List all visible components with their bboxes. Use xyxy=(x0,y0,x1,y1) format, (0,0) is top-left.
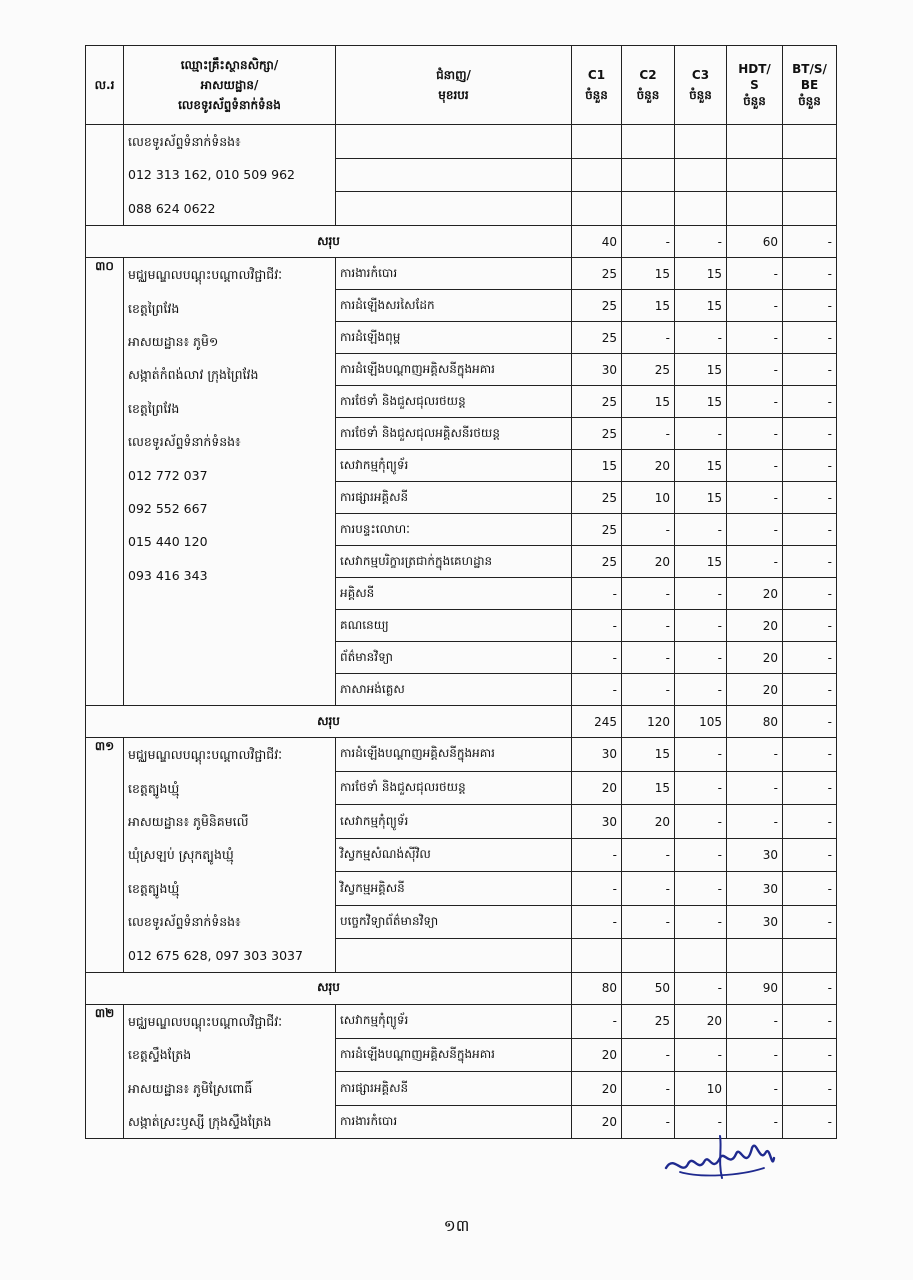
center-info-line: ឃុំស្រឡប់ ស្រុកត្បូងឃ្មុំ xyxy=(128,847,234,863)
value-cell: - xyxy=(675,322,727,354)
value-cell xyxy=(727,939,783,973)
value-cell: 90 xyxy=(727,972,783,1004)
value-cell: 105 xyxy=(675,706,727,738)
value-cell: - xyxy=(622,642,675,674)
value-cell xyxy=(572,939,622,973)
value-cell xyxy=(783,939,837,973)
value-cell xyxy=(727,192,783,226)
center-info-line: មជ្ឈមណ្ឌលបណ្តុះបណ្តាលវិជ្ជាជីវៈ xyxy=(128,747,283,763)
total-row xyxy=(86,972,837,1004)
skill-cell: ការដំឡើងសរសៃដែក xyxy=(336,290,572,322)
value-cell: 20 xyxy=(622,546,675,578)
value-cell: 25 xyxy=(622,1004,675,1038)
value-cell: 80 xyxy=(572,972,622,1004)
value-cell: 20 xyxy=(622,805,675,839)
value-cell: - xyxy=(783,1072,837,1106)
center-info-line: 088 624 0622 xyxy=(128,200,216,216)
value-cell: - xyxy=(572,905,622,939)
value-cell: - xyxy=(622,514,675,546)
value-cell xyxy=(675,939,727,973)
value-cell: 25 xyxy=(572,482,622,514)
value-cell: - xyxy=(783,738,837,772)
header-c1: C1 ចំនួន xyxy=(572,46,622,125)
value-cell: - xyxy=(783,354,837,386)
center-info-cell xyxy=(124,125,336,226)
page-number: ១៣ xyxy=(443,1216,470,1235)
header-hdt: HDT/ S ចំនួន xyxy=(727,46,783,125)
row-number-cell: ៣១ xyxy=(86,738,124,973)
center-info-line: មជ្ឈមណ្ឌលបណ្តុះបណ្តាលវិជ្ជាជីវៈ xyxy=(128,1013,283,1029)
value-cell: 50 xyxy=(622,972,675,1004)
value-cell: - xyxy=(783,546,837,578)
value-cell: - xyxy=(622,872,675,906)
value-cell: - xyxy=(622,322,675,354)
value-cell: - xyxy=(675,578,727,610)
skill-cell xyxy=(336,158,572,192)
value-cell: - xyxy=(783,972,837,1004)
value-cell: - xyxy=(727,290,783,322)
value-cell: - xyxy=(622,1072,675,1106)
value-cell: 20 xyxy=(572,1072,622,1106)
value-cell: - xyxy=(727,354,783,386)
value-cell: 20 xyxy=(572,771,622,805)
value-cell: 20 xyxy=(572,1038,622,1072)
value-cell: - xyxy=(675,738,727,772)
skill-cell: ការថែទាំ និងជួសជុលរថយន្ត xyxy=(336,771,572,805)
value-cell: 25 xyxy=(572,290,622,322)
skill-cell: សេវាកម្មបរិក្ខារត្រជាក់ក្នុងគេហដ្ឋាន xyxy=(336,546,572,578)
value-cell: - xyxy=(622,838,675,872)
value-cell: 15 xyxy=(675,482,727,514)
value-cell: - xyxy=(675,771,727,805)
value-cell: - xyxy=(675,838,727,872)
value-cell: 40 xyxy=(572,226,622,258)
value-cell: - xyxy=(783,872,837,906)
value-cell: - xyxy=(727,450,783,482)
center-info-cell xyxy=(124,738,336,973)
value-cell: - xyxy=(675,872,727,906)
value-cell: - xyxy=(783,482,837,514)
value-cell xyxy=(572,125,622,159)
value-cell: 30 xyxy=(572,354,622,386)
center-info-line: 093 416 343 xyxy=(128,567,208,583)
value-cell: 15 xyxy=(675,386,727,418)
center-info-line: សង្កាត់កំពង់លាវ ក្រុងព្រៃវែង xyxy=(128,367,259,383)
value-cell: - xyxy=(727,418,783,450)
center-info-line: អាសយដ្ឋាន៖ ភូមិស្រែពោធិ៍ xyxy=(128,1080,253,1096)
value-cell: - xyxy=(727,1105,783,1139)
value-cell: - xyxy=(783,642,837,674)
value-cell: 15 xyxy=(572,450,622,482)
skill-cell: ការផ្សារអគ្គិសនី xyxy=(336,1072,572,1106)
value-cell: 30 xyxy=(727,905,783,939)
value-cell xyxy=(675,192,727,226)
value-cell: - xyxy=(572,578,622,610)
value-cell: - xyxy=(783,674,837,706)
value-cell: - xyxy=(727,805,783,839)
center-info-line: 015 440 120 xyxy=(128,534,208,550)
value-cell: 245 xyxy=(572,706,622,738)
row-number-cell: ៣២ xyxy=(86,1004,124,1139)
table-body xyxy=(86,125,837,1139)
value-cell xyxy=(622,939,675,973)
value-cell: 25 xyxy=(572,258,622,290)
value-cell: - xyxy=(675,514,727,546)
header-no: ល.រ xyxy=(86,46,124,125)
value-cell: - xyxy=(783,838,837,872)
skill-cell: ការថែទាំ និងជួសជុលអគ្គិសនីរថយន្ត xyxy=(336,418,572,450)
value-cell: 60 xyxy=(727,226,783,258)
value-cell: - xyxy=(727,258,783,290)
value-cell: - xyxy=(783,706,837,738)
value-cell: 15 xyxy=(675,354,727,386)
skill-cell: ការថែទាំ និងជួសជុលរថយន្ត xyxy=(336,386,572,418)
header-name: ឈ្មោះគ្រឹះស្ថានសិក្សា/ អាសយដ្ឋាន/ លេខទូរស័ព្ទទំនាក់ទំនង xyxy=(124,46,336,125)
value-cell: 10 xyxy=(622,482,675,514)
value-cell: 120 xyxy=(622,706,675,738)
value-cell xyxy=(783,125,837,159)
skill-cell xyxy=(336,939,572,973)
center-info-line: ខេត្តស្ទឹងត្រែង xyxy=(128,1047,192,1063)
center-info-line: លេខទូរស័ព្ទទំនាក់ទំនង៖ xyxy=(128,434,241,450)
value-cell: - xyxy=(727,514,783,546)
value-cell: - xyxy=(675,642,727,674)
skill-cell: គណនេយ្យ xyxy=(336,610,572,642)
center-info-line: 092 552 667 xyxy=(128,500,208,516)
table-row xyxy=(86,258,837,290)
value-cell: 30 xyxy=(727,838,783,872)
value-cell: - xyxy=(783,418,837,450)
value-cell: - xyxy=(727,738,783,772)
training-centers-table xyxy=(85,45,837,1139)
table-header-row xyxy=(86,46,837,125)
value-cell: - xyxy=(783,450,837,482)
value-cell: - xyxy=(572,1004,622,1038)
skill-cell: ការដំឡើងបណ្តាញអគ្គិសនីក្នុងអគារ xyxy=(336,1038,572,1072)
value-cell: 15 xyxy=(622,738,675,772)
value-cell: 80 xyxy=(727,706,783,738)
skill-cell xyxy=(336,125,572,159)
value-cell: - xyxy=(622,1038,675,1072)
value-cell: - xyxy=(783,578,837,610)
value-cell: - xyxy=(622,578,675,610)
center-info-line: លេខទូរស័ព្ទទំនាក់ទំនង៖ xyxy=(128,134,241,149)
value-cell: - xyxy=(622,418,675,450)
skill-cell: ការងារកំបោរ xyxy=(336,258,572,290)
skill-cell: វិស្វកម្មអគ្គិសនី xyxy=(336,872,572,906)
value-cell: - xyxy=(727,1004,783,1038)
table-row xyxy=(86,125,837,159)
value-cell: - xyxy=(675,418,727,450)
value-cell: 25 xyxy=(572,418,622,450)
value-cell: - xyxy=(572,642,622,674)
value-cell: - xyxy=(572,838,622,872)
value-cell: 15 xyxy=(675,450,727,482)
value-cell xyxy=(572,158,622,192)
center-info-line: 012 675 628, 097 303 3037 xyxy=(128,947,303,963)
center-info-line: ខេត្តព្រៃវែង xyxy=(128,400,180,416)
value-cell: 10 xyxy=(675,1072,727,1106)
value-cell: - xyxy=(783,290,837,322)
value-cell: - xyxy=(783,226,837,258)
center-info-line: អាសយដ្ឋាន៖ ភូមិ១ xyxy=(128,333,219,349)
value-cell: - xyxy=(727,322,783,354)
header-c3: C3 ចំនួន xyxy=(675,46,727,125)
value-cell: - xyxy=(572,674,622,706)
value-cell: - xyxy=(622,674,675,706)
value-cell: - xyxy=(675,674,727,706)
value-cell: - xyxy=(727,771,783,805)
center-info-cell xyxy=(124,1004,336,1139)
value-cell: 15 xyxy=(622,386,675,418)
center-info-line: 012 772 037 xyxy=(128,467,208,483)
value-cell xyxy=(622,125,675,159)
table-row xyxy=(86,738,837,772)
value-cell xyxy=(727,125,783,159)
value-cell: - xyxy=(783,386,837,418)
value-cell: 15 xyxy=(622,771,675,805)
value-cell: 15 xyxy=(622,258,675,290)
value-cell xyxy=(783,158,837,192)
center-info-line: 012 313 162, 010 509 962 xyxy=(128,167,295,183)
center-info-line: សង្កាត់ស្រះឫស្សី ក្រុងស្ទឹងត្រែង xyxy=(128,1114,272,1130)
value-cell: - xyxy=(783,258,837,290)
value-cell: - xyxy=(675,972,727,1004)
value-cell: - xyxy=(727,1072,783,1106)
value-cell: - xyxy=(783,771,837,805)
value-cell: 20 xyxy=(727,610,783,642)
value-cell: - xyxy=(675,805,727,839)
value-cell: 20 xyxy=(727,578,783,610)
value-cell: - xyxy=(675,610,727,642)
value-cell: 30 xyxy=(572,738,622,772)
value-cell: - xyxy=(622,610,675,642)
value-cell: - xyxy=(783,610,837,642)
value-cell: 25 xyxy=(572,322,622,354)
skill-cell: សេវាកម្មកុំព្យូទ័រ xyxy=(336,805,572,839)
skill-cell: ព័ត៌មានវិទ្យា xyxy=(336,642,572,674)
row-number-cell xyxy=(86,125,124,226)
header-c2: C2 ចំនួន xyxy=(622,46,675,125)
skill-cell: សេវាកម្មកុំព្យូទ័រ xyxy=(336,450,572,482)
total-row xyxy=(86,706,837,738)
header-bt: BT/S/ BE ចំនួន xyxy=(783,46,837,125)
value-cell xyxy=(622,192,675,226)
value-cell: - xyxy=(675,1038,727,1072)
value-cell xyxy=(727,158,783,192)
value-cell xyxy=(675,158,727,192)
skill-cell: វិស្វកម្មសំណង់ស៊ីវិល xyxy=(336,838,572,872)
value-cell: - xyxy=(572,872,622,906)
center-info-line: មជ្ឈមណ្ឌលបណ្តុះបណ្តាលវិជ្ជាជីវៈ xyxy=(128,267,283,283)
skill-cell xyxy=(336,192,572,226)
value-cell: 25 xyxy=(572,514,622,546)
value-cell: 15 xyxy=(622,290,675,322)
table-row xyxy=(86,1004,837,1038)
center-info-cell xyxy=(124,258,336,706)
skill-cell: អគ្គិសនី xyxy=(336,578,572,610)
value-cell: 20 xyxy=(622,450,675,482)
skill-cell: ការផ្សារអគ្គិសនី xyxy=(336,482,572,514)
skill-cell: សេវាកម្មកុំព្យូទ័រ xyxy=(336,1004,572,1038)
center-info-line: ខេត្តព្រៃវែង xyxy=(128,300,180,316)
center-info-line: ខេត្តត្បូងឃ្មុំ xyxy=(128,780,180,796)
value-cell xyxy=(675,125,727,159)
value-cell: 25 xyxy=(572,386,622,418)
header-skill: ជំនាញ/ មុខរបរ xyxy=(336,46,572,125)
value-cell: - xyxy=(675,905,727,939)
value-cell: - xyxy=(622,226,675,258)
skill-cell: ការដំឡើងបណ្តាញអគ្គិសនីក្នុងអគារ xyxy=(336,354,572,386)
center-info-line: អាសយដ្ឋាន៖ ភូមិនិគមលើ xyxy=(128,813,249,829)
value-cell: 20 xyxy=(572,1105,622,1139)
value-cell: - xyxy=(727,482,783,514)
value-cell: - xyxy=(727,1038,783,1072)
skill-cell: ការដំឡើងពុម្ព xyxy=(336,322,572,354)
value-cell: 30 xyxy=(727,872,783,906)
value-cell: - xyxy=(783,514,837,546)
skill-cell: បច្ចេកវិទ្យាព័ត៌មានវិទ្យា xyxy=(336,905,572,939)
skill-cell: ការបន្ទះលោហៈ xyxy=(336,514,572,546)
total-label: សរុប xyxy=(86,972,572,1004)
value-cell xyxy=(622,158,675,192)
value-cell: - xyxy=(622,905,675,939)
value-cell: - xyxy=(727,386,783,418)
value-cell: - xyxy=(783,1004,837,1038)
value-cell: 15 xyxy=(675,258,727,290)
value-cell: 25 xyxy=(622,354,675,386)
value-cell xyxy=(572,192,622,226)
value-cell: - xyxy=(783,905,837,939)
value-cell: - xyxy=(783,805,837,839)
value-cell: 20 xyxy=(675,1004,727,1038)
total-label: សរុប xyxy=(86,226,572,258)
value-cell: 20 xyxy=(727,642,783,674)
total-row xyxy=(86,226,837,258)
value-cell: 20 xyxy=(727,674,783,706)
value-cell: - xyxy=(783,1105,837,1139)
value-cell: 15 xyxy=(675,546,727,578)
value-cell: - xyxy=(727,546,783,578)
value-cell: - xyxy=(675,1105,727,1139)
value-cell xyxy=(783,192,837,226)
value-cell: - xyxy=(572,610,622,642)
skill-cell: ការងារកំបោរ xyxy=(336,1105,572,1139)
center-info-line: លេខទូរស័ព្ទទំនាក់ទំនង៖ xyxy=(128,914,241,930)
center-info-line: ខេត្តត្បូងឃ្មុំ xyxy=(128,880,180,896)
total-label: សរុប xyxy=(86,706,572,738)
value-cell: - xyxy=(783,322,837,354)
signature-icon xyxy=(660,1128,778,1186)
value-cell: - xyxy=(622,1105,675,1139)
value-cell: 30 xyxy=(572,805,622,839)
skill-cell: ការដំឡើងបណ្តាញអគ្គិសនីក្នុងអគារ xyxy=(336,738,572,772)
skill-cell: ភាសាអង់គ្លេស xyxy=(336,674,572,706)
row-number-cell: ៣០ xyxy=(86,258,124,706)
value-cell: - xyxy=(783,1038,837,1072)
value-cell: - xyxy=(675,226,727,258)
value-cell: 25 xyxy=(572,546,622,578)
value-cell: 15 xyxy=(675,290,727,322)
